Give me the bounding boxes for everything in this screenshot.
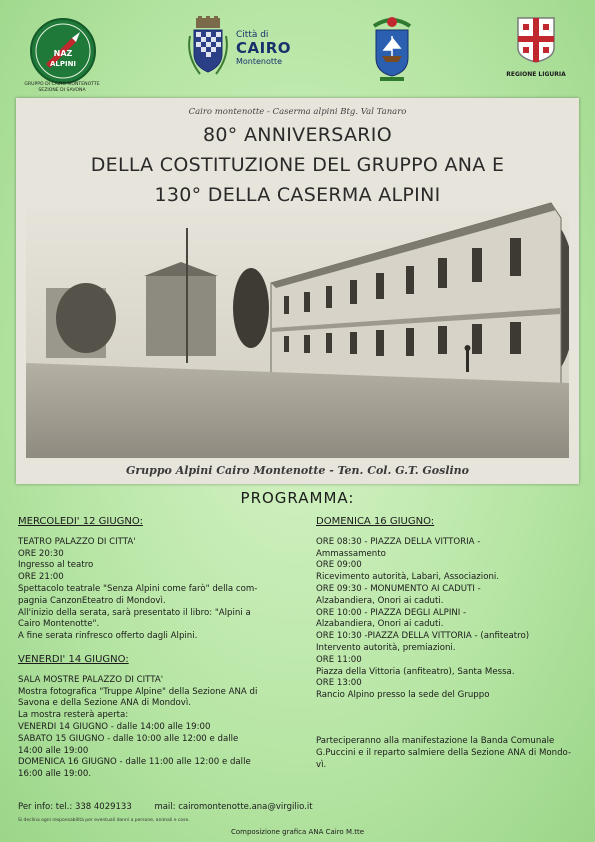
program-line: Ricevimento autorità, Labari, Associazioni. (316, 572, 500, 583)
graphic-credits: Composizione grafica ANA Cairo M.tte (230, 828, 364, 836)
phone-info: Per info: tel.: 338 4029133 (18, 802, 132, 812)
program-line: VENERDI 14 GIUGNO - dalle 14:00 alle 19:00 (18, 721, 211, 732)
participation-note: G.Puccini e il reparto salmiere della Sezione ANA di Mondo- (316, 747, 572, 758)
photo-caption-top: Cairo montenotte - Caserma alpini Btg. Val Tanaro (188, 107, 407, 117)
day-heading-venerdi: VENERDI' 14 GIUGNO: (18, 653, 129, 665)
day-heading-mercoledi: MERCOLEDI' 12 GIUGNO: (18, 516, 143, 527)
program-line: DOMENICA 16 GIUGNO - dalle 11:00 alle 12:00 e dalle (18, 757, 251, 768)
program-line: ORE 13:00 (316, 678, 362, 689)
program-line: 16:00 alle 19:00. (18, 769, 92, 780)
program-line: ORE 10:30 -PIAZZA DELLA VITTORIA - (anfiteatro) (316, 631, 530, 642)
program-line: All'inizio della serata, sarà presentato il libro: "Alpini a (18, 607, 251, 618)
program-line: SALA MOSTRE PALAZZO DI CITTA' (18, 674, 164, 685)
cairo-coat-of-arms-icon (186, 16, 230, 78)
svg-text:ALPINI: ALPINI (49, 60, 77, 68)
program-line: ORE 11:00 (316, 654, 362, 665)
program-line: Mostra fotografica "Truppe Alpine" della Sezione ANA di (18, 686, 258, 697)
liguria-label: REGIONE LIGURIA (506, 71, 566, 78)
caserma-photo-image (26, 168, 569, 458)
program-line: ORE 10:00 - PIAZZA DEGLI ALPINI - (316, 607, 467, 618)
program-line: A fine serata rinfresco offerto dagli Alpini. (18, 631, 198, 642)
program-line: ORE 08:30 - PIAZZA DELLA VITTORIA - (316, 536, 481, 547)
photo-caption-bottom: Gruppo Alpini Cairo Montenotte - Ten. Col. G.T. Goslino (125, 464, 470, 477)
title-line-3: 130° DELLA CASERMA ALPINI (154, 184, 441, 206)
ana-logo (30, 18, 96, 84)
program-line: Ingresso al teatro (18, 560, 94, 571)
program-line: Rancio Alpino presso la sede del Gruppo (316, 690, 490, 701)
title-line-1: 80° ANNIVERSARIO (203, 124, 392, 146)
program-right-column (316, 516, 579, 771)
program-line: Alzabandiera, Onori ai caduti. (316, 619, 444, 630)
svg-text:NAZ: NAZ (53, 49, 73, 58)
program-left-column (18, 516, 288, 781)
participation-note: Parteciperanno alla manifestazione la Banda Comunale (316, 735, 555, 746)
program-line: 14:00 alle 19:00 (18, 745, 89, 756)
program-line: Piazza della Vittoria (anfiteatro), Santa Messa. (316, 666, 515, 677)
program-line: ORE 09:30 - MONUMENTO AI CADUTI - (316, 583, 481, 594)
program-line: ORE 09:00 (316, 560, 362, 571)
program-line: Intervento autorità, premiazioni. (316, 642, 456, 653)
program-line: pagnia CanzonEteatro di Mondovì. (18, 595, 166, 606)
ana-group-label: GRUPPO DI CAIRO MONTENOTTE SEZIONE DI SAVONA (24, 82, 100, 93)
caserma-photo-panel (16, 98, 579, 484)
program-line: SABATO 15 GIUGNO - dalle 10:00 alle 12:00 e dalle (18, 733, 239, 744)
title-line-2: DELLA COSTITUZIONE DEL GRUPPO ANA E (90, 154, 505, 176)
programma-heading: PROGRAMMA: (240, 489, 355, 507)
cairo-sub-label: Montenotte (236, 57, 283, 66)
email-link[interactable]: mail: cairomontenotte.ana@virgilio.it (154, 802, 313, 812)
program-line: ORE 21:00 (18, 572, 64, 583)
ana-emblem-icon (32, 20, 94, 82)
program-line: Ammassamento (316, 548, 386, 559)
program-line: Savona e della Sezione ANA di Mondovì. (18, 698, 191, 709)
participation-note: vì. (316, 759, 327, 770)
cairo-name-label: CAIRO (236, 39, 291, 57)
program-line: ORE 20:30 (18, 548, 64, 559)
disclaimer-text: Si declina ogni responsabilità per eventuali danni a persone, animali e cose. (18, 818, 190, 823)
day-heading-domenica: DOMENICA 16 GIUGNO: (316, 516, 435, 527)
contact-info (18, 802, 313, 812)
regione-liguria-flag-icon (516, 16, 556, 64)
program-line: Spettacolo teatrale "Senza Alpini come farò" della com- (18, 583, 258, 594)
provincia-savona-emblem-icon (368, 14, 416, 82)
program-line: TEATRO PALAZZO DI CITTA' (18, 536, 136, 547)
program-line: Alzabandiera, Onori ai caduti. (316, 595, 444, 606)
cairo-citta-label: Città di (236, 30, 269, 40)
program-line: Cairo Montenotte". (18, 619, 100, 630)
program-line: La mostra resterà aperta: (18, 710, 129, 721)
